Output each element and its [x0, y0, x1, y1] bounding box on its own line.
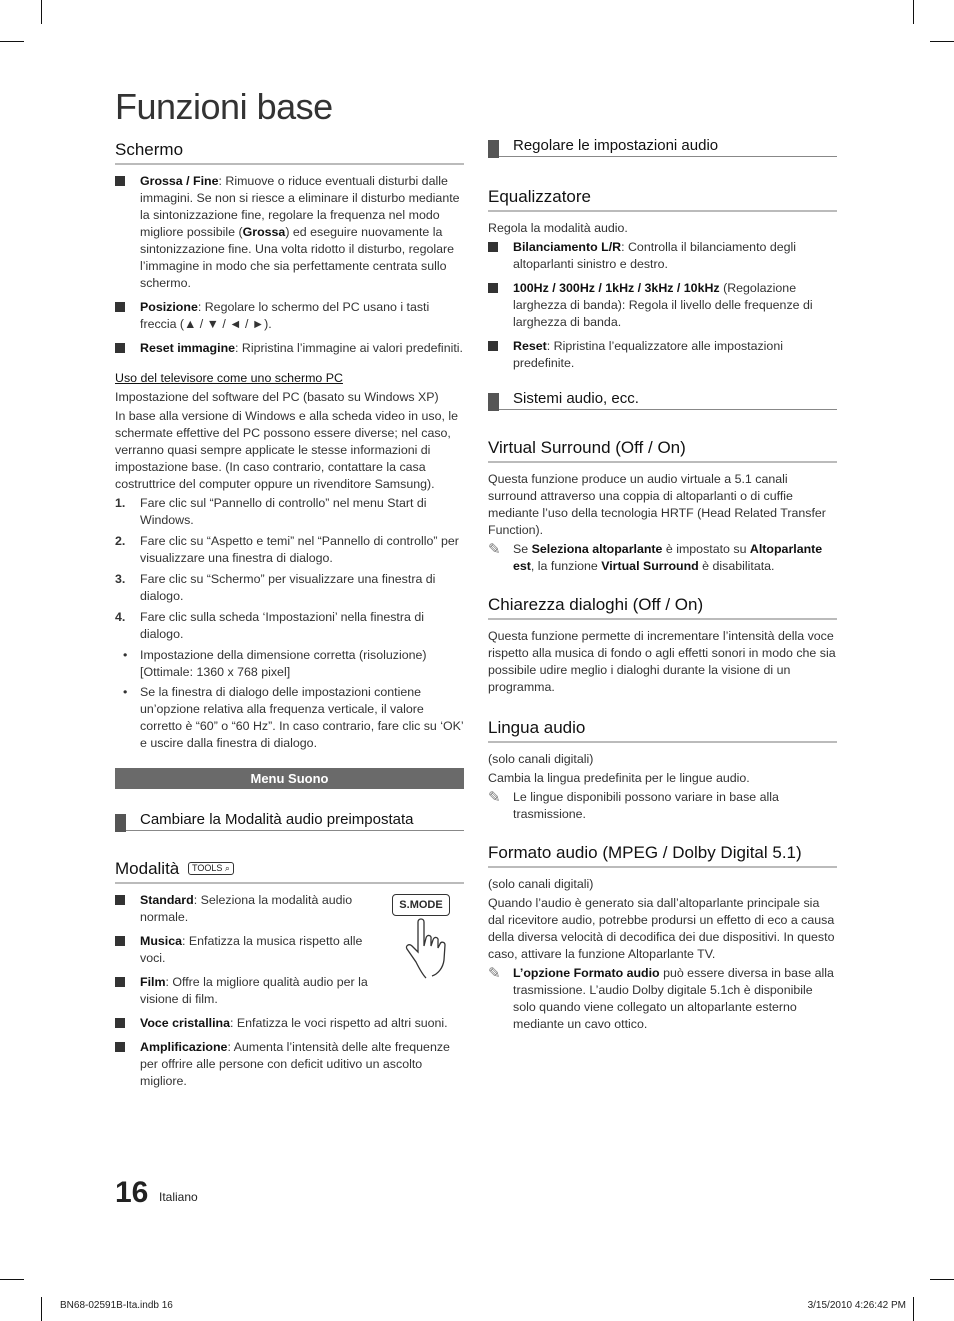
term: Film [140, 975, 166, 989]
virtual-surround-heading: Virtual Surround (Off / On) [488, 438, 837, 463]
list-item [488, 239, 837, 273]
step-item [115, 609, 464, 643]
term: Standard [140, 893, 194, 907]
pencil-note-icon: ✎ [488, 965, 501, 982]
square-bullet-icon [115, 302, 125, 312]
note [488, 965, 837, 1033]
crop-mark [913, 0, 914, 24]
sistemi-subheading: Sistemi audio, ecc. [488, 390, 837, 410]
la-text: Cambia la lingua predefinita per le lingue audio. [488, 771, 750, 785]
dot-text: Impostazione della dimensione corretta (risoluzione) [Ottimale: 1360 x 768 pixel] [140, 648, 427, 679]
footer-date: 3/15/2010 4:26:42 PM [807, 1300, 906, 1311]
desc: : Aumenta l’intensità delle alte frequenze per offrire alle persone con deficit uditivo un ascolto migliore. [140, 1040, 450, 1088]
pc-heading: Uso del televisore come uno schermo PC [115, 371, 343, 385]
pc-paragraph: Impostazione del software del PC (basato su Windows XP) [115, 390, 439, 404]
eq-intro: Regola la modalità audio. [488, 221, 628, 235]
desc: : Ripristina l’equalizzatore alle impostazioni predefinite. [513, 339, 783, 370]
square-bullet-icon [115, 936, 125, 946]
square-bullet-icon [115, 1042, 125, 1052]
dot-bullet-icon: • [123, 648, 128, 662]
square-bullet-icon [115, 1018, 125, 1028]
desc: : Ripristina l’immagine ai valori predefiniti. [235, 341, 463, 355]
modalita-title: Modalità [115, 859, 180, 878]
term: Musica [140, 934, 183, 948]
list-item [115, 933, 370, 967]
list-item [115, 1015, 464, 1032]
desc: : Controlla il bilanciamento degli altoparlanti sinistro e destro. [513, 240, 797, 271]
language-label: Italiano [159, 1190, 198, 1204]
note-text: può essere diversa in base alla trasmissione. L’audio Dolby digitale 5.1ch è disponibile solo quando viene collegato un altoparlante esterno mediante un cavo ottico. [513, 966, 834, 1031]
term: 100Hz / 300Hz / 1kHz / 3kHz / 10kHz [513, 281, 720, 295]
step-number: 1. [115, 496, 126, 510]
modalita-heading [115, 859, 464, 884]
lingua-audio-heading: Lingua audio [488, 718, 837, 743]
step-text: Fare clic sul “Pannello di controllo” nel menu Start di Windows. [140, 496, 427, 527]
crop-mark [930, 1279, 954, 1280]
step-item [115, 495, 464, 529]
schermo-heading: Schermo [115, 140, 464, 165]
equalizzatore-heading: Equalizzatore [488, 187, 837, 212]
note [488, 789, 837, 823]
step-text: Fare clic su “Aspetto e temi” nel “Pannello di controllo” per visualizzare una finestra di dialogo. [140, 534, 459, 565]
cd-text: Questa funzione permette di incrementare l’intensità della voce rispetto alla musica di fondo o agli effetti sonori in modo che sia possibile udire meglio i dialoghi durante la visione di un programma. [488, 629, 836, 694]
dot-bullet-icon: • [123, 685, 128, 699]
desc: : Rimuove o riduce eventuali disturbi dalle immagini. Se non si riesce a eliminare il disturbo mediante la sintonizzazione fine, regolare la frequenza nel modo migliore possibile ( [140, 174, 460, 239]
square-bullet-icon [488, 242, 498, 252]
desc: : Enfatizza le voci rispetto ad altri suoni. [230, 1016, 448, 1030]
square-bullet-icon [115, 176, 125, 186]
list-item [115, 892, 370, 926]
step-item [115, 571, 464, 605]
note-text: , la funzione [530, 559, 602, 573]
term: Bilanciamento L/R [513, 240, 622, 254]
term: Virtual Surround [601, 559, 699, 573]
step-number: 2. [115, 534, 126, 548]
step-number: 3. [115, 572, 126, 586]
vs-text: Questa funzione produce un audio virtuale a 5.1 canali surround attraverso una coppia di altoparlanti o di cuffie mediante l’uso della tecnologia HRTF (Head Related Transfer Function). [488, 472, 826, 537]
list-item [488, 338, 837, 372]
step-text: Fare clic su “Schermo” per visualizzare una finestra di dialogo. [140, 572, 436, 603]
note-text: Le lingue disponibili possono variare in base alla trasmissione. [513, 790, 779, 821]
crop-mark [41, 0, 42, 24]
term: Posizione [140, 300, 198, 314]
fa-note-digital: (solo canali digitali) [488, 877, 594, 891]
list-item [115, 299, 464, 333]
term: Grossa [242, 225, 286, 239]
tools-badge [188, 862, 234, 875]
pencil-note-icon: ✎ [488, 541, 501, 558]
crop-mark [0, 41, 24, 42]
formato-audio-heading: Formato audio (MPEG / Dolby Digital 5.1) [488, 843, 837, 868]
hand-pointer-icon [392, 918, 454, 980]
left-column [115, 140, 464, 1097]
note [488, 541, 837, 575]
step-text: Fare clic sulla scheda ‘Impostazioni’ nella finestra di dialogo. [140, 610, 424, 641]
step-number: 4. [115, 610, 126, 624]
fa-text: Quando l’audio è generato sia dall’altoparlante principale sia dal ricevitore audio, potrebbe prodursi un effetto di eco a causa della diversa velocità di decodifica dei due dispositivi. In questo caso, attivare la funzione Altoparlante TV. [488, 896, 835, 961]
right-column [488, 137, 837, 1035]
desc: : Enfatizza la musica rispetto alle voci. [140, 934, 363, 965]
desc: ) ed eseguire nuovamente la sintonizzazione fine. Una volta ridotto il disturbo, regolare l’immagine in modo che sia perfettamente centrata sullo schermo. [140, 225, 455, 290]
page-number: 16 [115, 1176, 149, 1209]
crop-mark [913, 1297, 914, 1321]
term: Altoparlante est [513, 542, 823, 573]
term: Voce cristallina [140, 1016, 230, 1030]
note-text: è disabilitata. [698, 559, 775, 573]
modes-list [115, 892, 464, 1090]
audio-mode-subheading: Cambiare la Modalità audio preimpostata [115, 811, 464, 831]
chiarezza-heading: Chiarezza dialoghi (Off / On) [488, 595, 837, 620]
list-item [115, 173, 464, 292]
term: Reset immagine [140, 341, 236, 355]
desc: (Regolazione larghezza di banda): Regola il livello delle frequenze di larghezza di banda. [513, 281, 813, 329]
desc: : Seleziona la modalità audio normale. [140, 893, 353, 924]
square-bullet-icon [115, 977, 125, 987]
pencil-note-icon: ✎ [488, 789, 501, 806]
crop-mark [41, 1297, 42, 1321]
regolare-subheading: Regolare le impostazioni audio [488, 137, 837, 157]
menu-suono-bar: Menu Suono [115, 768, 464, 789]
term: Grossa / Fine [140, 174, 219, 188]
square-bullet-icon [115, 343, 125, 353]
list-item [115, 1039, 464, 1090]
list-item [115, 974, 370, 1008]
step-item [115, 533, 464, 567]
square-bullet-icon [115, 895, 125, 905]
note-text: Se [513, 542, 532, 556]
dot-item [115, 684, 464, 752]
desc: : Offre la migliore qualità audio per la visione di film. [140, 975, 368, 1006]
smode-button: S.MODE [392, 894, 450, 916]
pc-paragraph: In base alla versione di Windows e alla scheda video in uso, le schermate effettive del PC possono essere diverse; nel caso, verranno quasi sempre applicate le stesse informazioni di impostazione base. (In caso contrario, contattare la casa costruttrice del computer oppure un rivenditore Samsung). [115, 409, 459, 491]
page-title: Funzioni base [115, 86, 333, 127]
note-text: è impostato su [662, 542, 750, 556]
term: L’opzione Formato audio [513, 966, 660, 980]
desc: : Regolare lo schermo del PC usano i tasti freccia (▲ / ▼ / ◄ / ►). [140, 300, 430, 331]
tools-label: TOOLS [192, 863, 223, 873]
term: Seleziona altoparlante [531, 542, 663, 556]
crop-mark [930, 41, 954, 42]
footer-file: BN68-02591B-Ita.indb 16 [60, 1300, 173, 1311]
term: Reset [513, 339, 547, 353]
square-bullet-icon [488, 341, 498, 351]
la-note-digital: (solo canali digitali) [488, 752, 594, 766]
dot-item [115, 647, 464, 681]
square-bullet-icon [488, 283, 498, 293]
smode-hand-icon [392, 894, 454, 982]
list-item [115, 340, 464, 357]
crop-mark [0, 1279, 24, 1280]
dot-text: Se la finestra di dialogo delle impostazioni contiene un’opzione relativa alla frequenza verticale, il valore corretto è “60” o “60 Hz”. In caso contrario, fare clic su ‘OK’ e uscire dalla finestra di dialogo. [140, 685, 464, 750]
term: Amplificazione [140, 1040, 228, 1054]
list-item [488, 280, 837, 331]
tools-icon: ⌕ [224, 863, 230, 873]
